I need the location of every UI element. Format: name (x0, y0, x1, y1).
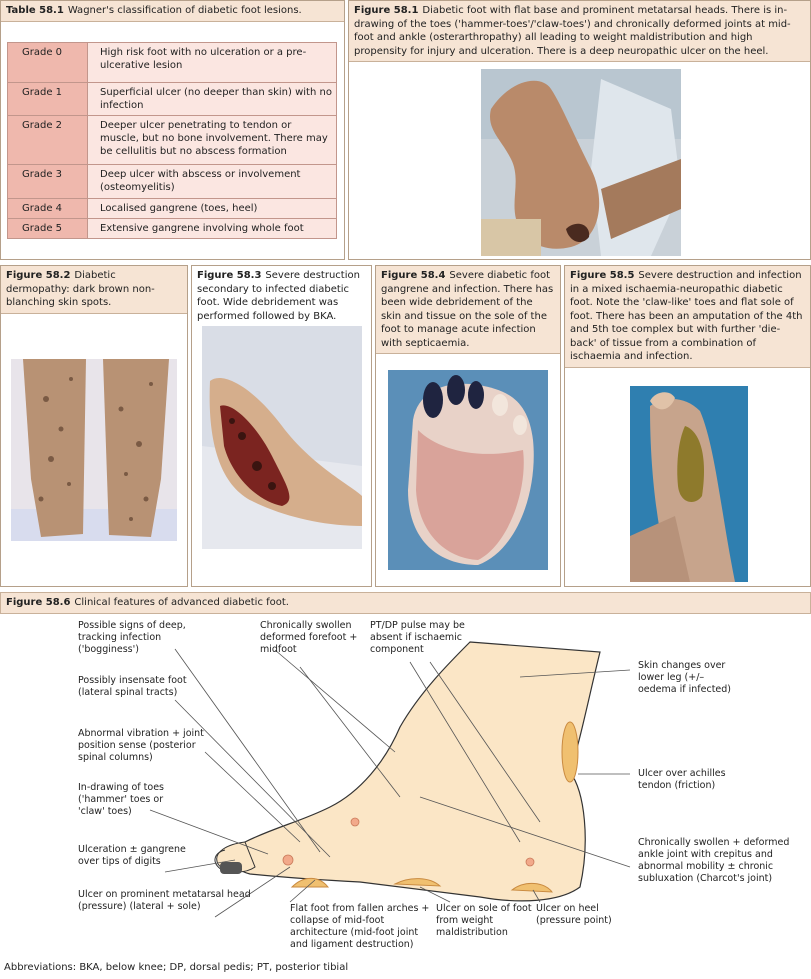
figure-caption-text: Diabetic dermopathy: dark brown non-blanching skin spots. (6, 270, 155, 308)
label-charcot-joint: Chronically swollen + deformed ankle joint with crepitus and abnormal mobility ± chronic subluxation (Charcot's joint) (638, 837, 790, 885)
grade-cell: Grade 3 (8, 165, 88, 199)
grade-cell: Grade 4 (8, 199, 88, 219)
grade-cell: Grade 1 (8, 83, 88, 116)
grade-cell: Grade 0 (8, 43, 88, 83)
abbreviations-footer: Abbreviations: BKA, below knee; DP, dorsal pedis; PT, posterior tibial (4, 962, 349, 973)
table-caption (1, 1, 344, 22)
figure-caption-text: Severe destruction and infection in a mixed ischaemia-neuropathic diabetic foot. Note the 'claw-like' toes and flat sole of foot. There has been an amputation of the 4th and 5th toe complex but with further 'die-back' of tissue from a combination of ischaemia and infection. (570, 270, 803, 362)
figure-label: Figure 58.4 (381, 270, 446, 281)
label-insensate-foot: Possibly insensate foot (lateral spinal tracts) (78, 675, 187, 699)
label-in-drawing-toes: In-drawing of toes ('hammer' toes or 'claw' toes) (78, 782, 164, 818)
desc-cell: Deeper ulcer penetrating to tendon or muscle, but no bone involvement. There may be cellulitis but no abscess formation (88, 116, 337, 165)
table-58-1-panel (0, 0, 345, 260)
label-ulceration-digits: Ulceration ± gangrene over tips of digits (78, 844, 186, 868)
figure-caption-text: Severe diabetic foot gangrene and infection. There has been wide debridement of the skin and tissue on the sole of the foot to manage acute infection with septicaemia. (381, 270, 554, 349)
figure-label: Figure 58.5 (570, 270, 635, 281)
desc-cell: Extensive gangrene involving whole foot (88, 219, 337, 239)
table-row (8, 43, 337, 83)
grade-cell: Grade 5 (8, 219, 88, 239)
table-caption-text: Wagner's classification of diabetic foot lesions. (67, 5, 302, 16)
figure-label: Figure 58.1 (354, 5, 419, 16)
figure-58-5-panel (564, 265, 811, 587)
table-caption-label: Table 58.1 (6, 5, 64, 16)
gangrene-photo (388, 370, 548, 570)
figure-caption-text: Diabetic foot with flat base and prominent metatarsal heads. There is in-drawing of the toes ('hammer-toes'/'claw-toes') and chronically deformed joints at mid-foot and ankle (osterarthropathy) all leading to weight maldistribution and high propensity for injury and ulceration. There is a deep neuropathic ulcer on the heel. (354, 5, 791, 57)
figure-58-1-panel (348, 0, 811, 260)
figure-58-4-panel (375, 265, 561, 587)
figure-label: Figure 58.3 (197, 270, 262, 281)
ischaemic-foot-photo (630, 386, 748, 582)
table-row (8, 116, 337, 165)
figure-58-6-panel (0, 592, 811, 959)
wagner-table (7, 42, 337, 239)
label-swollen-forefoot: Chronically swollen deformed forefoot + midfoot (260, 620, 358, 656)
figure-58-4-caption (376, 266, 560, 354)
table-row (8, 83, 337, 116)
figure-caption-text: Severe destruction secondary to infected diabetic foot. Wide debridement was performed followed by BKA. (197, 270, 360, 322)
figure-58-2-panel (0, 265, 188, 587)
figure-58-1-caption (349, 1, 810, 62)
grade-cell: Grade 2 (8, 116, 88, 165)
label-achilles-ulcer: Ulcer over achilles tendon (friction) (638, 768, 726, 792)
label-pulse-absent: PT/DP pulse may be absent if ischaemic component (370, 620, 465, 656)
table-row (8, 199, 337, 219)
figure-label: Figure 58.6 (6, 597, 71, 608)
label-skin-changes: Skin changes over lower leg (+/– oedema if infected) (638, 660, 732, 696)
figure-label: Figure 58.2 (6, 270, 71, 281)
figure-58-5-caption (565, 266, 810, 368)
desc-cell: Localised gangrene (toes, heel) (88, 199, 337, 219)
figure-caption-text: Clinical features of advanced diabetic foot. (74, 597, 289, 608)
figure-58-6-caption (0, 592, 811, 614)
foot-photo-1 (481, 69, 681, 256)
table-row (8, 165, 337, 199)
desc-cell: Superficial ulcer (no deeper than skin) with no infection (88, 83, 337, 116)
dermopathy-photo (11, 359, 177, 541)
label-heel-ulcer: Ulcer on heel (pressure point) (536, 903, 612, 927)
figure-58-3-caption (192, 266, 371, 326)
table-row (8, 219, 337, 239)
debridement-photo (202, 326, 362, 549)
label-flat-foot: Flat foot from fallen arches + collapse of mid-foot architecture (mid-foot joint and ligament destruction) (290, 903, 430, 951)
desc-cell: High risk foot with no ulceration or a pre-ulcerative lesion (88, 43, 337, 83)
figure-58-2-caption (1, 266, 187, 314)
figure-58-3-panel (191, 265, 372, 587)
label-deep-infection: Possible signs of deep, tracking infection ('bogginess') (78, 620, 186, 656)
desc-cell: Deep ulcer with abscess or involvement (osteomyelitis) (88, 165, 337, 199)
label-abnormal-vibration: Abnormal vibration + joint position sense (posterior spinal columns) (78, 728, 204, 764)
label-metatarsal-ulcer: Ulcer on prominent metatarsal head (pressure) (lateral + sole) (78, 889, 251, 913)
label-sole-ulcer: Ulcer on sole of foot from weight maldistribution (436, 903, 532, 939)
